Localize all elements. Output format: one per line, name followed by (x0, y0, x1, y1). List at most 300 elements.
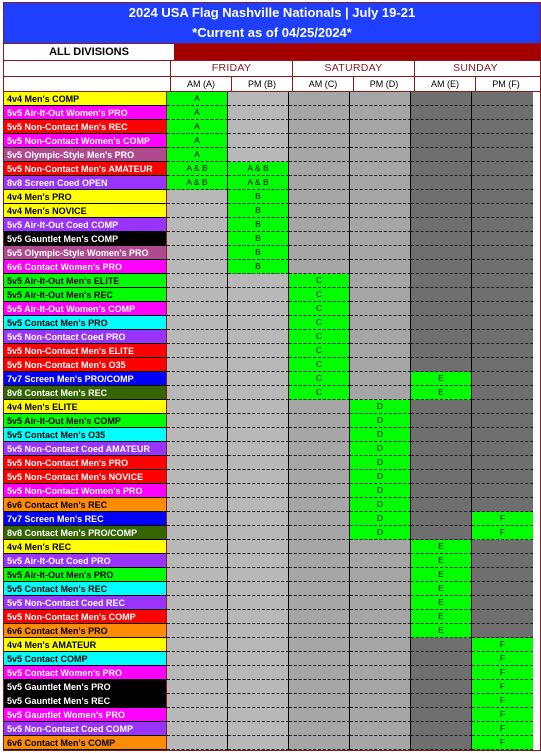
table-row (4, 456, 540, 470)
slot-cell (289, 176, 350, 190)
slot-cell (472, 386, 533, 400)
schedule-table (3, 2, 541, 751)
slot-cell (472, 316, 533, 330)
slot-cell: D (350, 428, 411, 442)
slot-cell (289, 512, 350, 526)
slot-cell (411, 176, 472, 190)
slot-cell (289, 540, 350, 554)
slot-cell (350, 316, 411, 330)
slot-cell (411, 204, 472, 218)
slot-cell (472, 498, 533, 512)
table-row (4, 708, 540, 722)
slot-cell (167, 638, 228, 652)
slot-cell (167, 428, 228, 442)
slot-cell (350, 92, 411, 106)
slot-cell (411, 456, 472, 470)
slot-cell (167, 498, 228, 512)
slot-cell (411, 498, 472, 512)
division-label: 5v5 Gauntlet Men's PRO (4, 680, 167, 694)
slot-cell (167, 708, 228, 722)
slot-cell (167, 456, 228, 470)
slot-cell (411, 428, 472, 442)
slot-cell (472, 428, 533, 442)
slot-cell (350, 330, 411, 344)
slot-cell (350, 134, 411, 148)
slot-sat-am: AM (C) (293, 77, 354, 91)
day-friday: FRIDAY (171, 61, 293, 76)
slot-sun-am: AM (E) (415, 77, 476, 91)
division-label: 5v5 Non-Contact Men's PRO (4, 456, 167, 470)
slot-cell (472, 148, 533, 162)
division-label: 5v5 Non-Contact Women's COMP (4, 134, 167, 148)
slot-cell (167, 414, 228, 428)
slot-cell (228, 316, 289, 330)
slot-cell (289, 610, 350, 624)
table-row (4, 484, 540, 498)
slot-cell (411, 162, 472, 176)
slot-cell (350, 540, 411, 554)
slot-cell: B (228, 218, 289, 232)
slot-cell (289, 484, 350, 498)
slot-cell (472, 554, 533, 568)
slot-cell (228, 274, 289, 288)
division-label: 5v5 Air-It-Out Coed COMP (4, 218, 167, 232)
slot-cell (472, 372, 533, 386)
slot-cell (411, 680, 472, 694)
table-row (4, 358, 540, 372)
slot-cell: D (350, 484, 411, 498)
slot-sun-pm: PM (F) (492, 79, 520, 89)
slot-cell (167, 624, 228, 638)
slot-cell (350, 554, 411, 568)
slot-cell: B (228, 232, 289, 246)
slot-cell (167, 568, 228, 582)
table-row (4, 568, 540, 582)
slot-cell (350, 386, 411, 400)
slot-cell (289, 554, 350, 568)
division-label: 6v6 Contact Women's PRO (4, 260, 167, 274)
slot-cell (167, 680, 228, 694)
slot-cell: E (411, 568, 472, 582)
division-label: 5v5 Non-Contact Men's NOVICE (4, 470, 167, 484)
slot-cell (289, 120, 350, 134)
slot-cell: D (350, 526, 411, 540)
slot-cell: A (167, 92, 228, 106)
table-row (4, 344, 540, 358)
slot-cell (472, 582, 533, 596)
slot-cell (350, 204, 411, 218)
slot-cell (350, 162, 411, 176)
slot-cell: F (472, 694, 533, 708)
slot-cell (350, 680, 411, 694)
slot-cell (167, 372, 228, 386)
division-label: 8v8 Screen Coed OPEN (4, 176, 167, 190)
slot-cell (350, 582, 411, 596)
slot-cell (472, 330, 533, 344)
slot-cell (411, 442, 472, 456)
slot-cell: C (289, 358, 350, 372)
slot-cell (167, 386, 228, 400)
slot-cell: C (289, 302, 350, 316)
slot-cell (472, 344, 533, 358)
slot-cell (472, 442, 533, 456)
slot-cell (289, 736, 350, 750)
slot-cell (350, 638, 411, 652)
table-row (4, 414, 540, 428)
slot-cell: F (472, 708, 533, 722)
slot-cell: C (289, 386, 350, 400)
slot-cell (411, 736, 472, 750)
slot-cell (472, 302, 533, 316)
slot-cell: C (289, 288, 350, 302)
table-row (4, 638, 540, 652)
all-divisions-label: ALL DIVISIONS (4, 44, 174, 60)
slot-cell (411, 722, 472, 736)
table-row (4, 204, 540, 218)
slot-cell: F (472, 652, 533, 666)
slot-cell: E (411, 624, 472, 638)
slot-cell (350, 372, 411, 386)
table-row (4, 190, 540, 204)
slot-cell: C (289, 372, 350, 386)
table-row (4, 498, 540, 512)
slot-cell (289, 722, 350, 736)
slot-cell: D (350, 442, 411, 456)
slot-cell (228, 442, 289, 456)
table-row (4, 652, 540, 666)
table-row (4, 162, 540, 176)
slot-cell (411, 260, 472, 274)
slot-cell (350, 344, 411, 358)
slot-cell (411, 246, 472, 260)
page-subtitle: *Current as of 04/25/2024* (192, 25, 352, 40)
slot-cell (289, 232, 350, 246)
slot-cell (350, 302, 411, 316)
slot-cell (472, 190, 533, 204)
slot-cell: E (411, 386, 472, 400)
slot-cell (411, 302, 472, 316)
table-row (4, 106, 540, 120)
day-sunday: SUNDAY (453, 62, 498, 74)
slot-cell (289, 190, 350, 204)
slot-cell (350, 232, 411, 246)
slot-cell (228, 652, 289, 666)
slot-cell: F (472, 680, 533, 694)
division-label: 5v5 Gauntlet Men's REC (4, 694, 167, 708)
slot-cell: E (411, 554, 472, 568)
slot-cell (228, 722, 289, 736)
slot-cell (289, 428, 350, 442)
slot-cell: D (350, 470, 411, 484)
division-label: 5v5 Non-Contact Coed REC (4, 596, 167, 610)
slot-sat-pm: PM (D) (354, 77, 415, 91)
slot-cell (350, 736, 411, 750)
slot-cell (167, 288, 228, 302)
slot-cell (289, 694, 350, 708)
slot-cell: D (350, 498, 411, 512)
table-row (4, 680, 540, 694)
slot-cell (472, 176, 533, 190)
slot-cell (411, 288, 472, 302)
slot-cell (289, 400, 350, 414)
slot-cell (472, 400, 533, 414)
division-label: 4v4 Men's AMATEUR (4, 638, 167, 652)
day-saturday: SATURDAY (293, 61, 415, 76)
slot-cell (289, 596, 350, 610)
table-row (4, 148, 540, 162)
slot-cell: A & B (167, 162, 228, 176)
slot-cell (167, 442, 228, 456)
slot-cell (167, 344, 228, 358)
table-row (4, 428, 540, 442)
slot-cell (411, 148, 472, 162)
division-label: 5v5 Non-Contact Coed COMP (4, 722, 167, 736)
division-label: 5v5 Air-It-Out Men's ELITE (4, 274, 167, 288)
table-row (4, 330, 540, 344)
slot-cell (289, 498, 350, 512)
slot-cell (289, 708, 350, 722)
slot-cell (228, 400, 289, 414)
slot-cell: E (411, 540, 472, 554)
slot-cell: B (228, 246, 289, 260)
page-title: 2024 USA Flag Nashville Nationals | July 19-21 (128, 5, 416, 20)
slot-cell (350, 568, 411, 582)
division-label: 4v4 Men's REC (4, 540, 167, 554)
slot-cell: C (289, 330, 350, 344)
division-label: 7v7 Screen Men's REC (4, 512, 167, 526)
slot-cell (411, 106, 472, 120)
slot-cell (228, 302, 289, 316)
slot-cell (289, 470, 350, 484)
slot-cell (350, 148, 411, 162)
slot-cell (167, 666, 228, 680)
slot-cell (411, 484, 472, 498)
slot-cell (350, 694, 411, 708)
slot-cell (167, 540, 228, 554)
slot-cell (411, 666, 472, 680)
slot-cell: B (228, 190, 289, 204)
slot-cell: D (350, 512, 411, 526)
slot-cell (289, 526, 350, 540)
slot-cell (289, 456, 350, 470)
slot-cell: F (472, 638, 533, 652)
slot-cell (472, 596, 533, 610)
slot-cell (167, 652, 228, 666)
table-row (4, 736, 540, 750)
division-label: 5v5 Non-Contact Coed PRO (4, 330, 167, 344)
slot-cell (472, 414, 533, 428)
slot-cell (411, 414, 472, 428)
slot-cell (167, 470, 228, 484)
slot-cell: E (411, 582, 472, 596)
division-label: 5v5 Contact Men's REC (4, 582, 167, 596)
slot-cell (472, 456, 533, 470)
slot-cell (350, 274, 411, 288)
slot-cell (228, 484, 289, 498)
table-row (4, 610, 540, 624)
slot-cell (167, 190, 228, 204)
slot-cell (411, 274, 472, 288)
slot-cell (411, 120, 472, 134)
slot-cell (411, 190, 472, 204)
slot-cell (228, 120, 289, 134)
table-row (4, 218, 540, 232)
slot-cell (472, 610, 533, 624)
slot-cell (228, 106, 289, 120)
slot-cell (228, 372, 289, 386)
divisions-header (4, 44, 540, 61)
division-label: 5v5 Air-It-Out Men's REC (4, 288, 167, 302)
slot-cell (472, 218, 533, 232)
slot-fri-am: AM (A) (171, 77, 232, 91)
division-label: 7v7 Screen Men's PRO/COMP (4, 372, 167, 386)
division-label: 4v4 Men's COMP (4, 92, 167, 106)
slot-cell (472, 134, 533, 148)
division-label: 5v5 Air-It-Out Women's COMP (4, 302, 167, 316)
slot-cell (167, 484, 228, 498)
slot-cell: C (289, 274, 350, 288)
slot-cell (228, 344, 289, 358)
table-row (4, 176, 540, 190)
slot-cell (167, 260, 228, 274)
slot-cell: F (472, 526, 533, 540)
slot-cell: D (350, 400, 411, 414)
division-label: 5v5 Non-Contact Men's COMP (4, 610, 167, 624)
division-label: 6v6 Contact Men's PRO (4, 624, 167, 638)
division-label: 5v5 Non-Contact Men's O35 (4, 358, 167, 372)
slot-cell (472, 484, 533, 498)
slot-cell (411, 652, 472, 666)
table-row (4, 694, 540, 708)
slot-cell (167, 358, 228, 372)
division-label: 5v5 Gauntlet Men's COMP (4, 232, 167, 246)
slot-cell (228, 288, 289, 302)
slot-cell: F (472, 512, 533, 526)
slot-cell (350, 708, 411, 722)
slot-cell (167, 330, 228, 344)
slot-cell: D (350, 414, 411, 428)
slot-cell (228, 386, 289, 400)
table-row (4, 722, 540, 736)
slot-cell (228, 358, 289, 372)
slot-cell (289, 162, 350, 176)
label-column-spacer (4, 77, 171, 91)
slot-cell (350, 358, 411, 372)
slot-cell (289, 414, 350, 428)
slot-cell (411, 638, 472, 652)
slot-cell (472, 260, 533, 274)
title-banner (4, 3, 540, 44)
division-label: 5v5 Olympic-Style Women's PRO (4, 246, 167, 260)
slot-cell (289, 148, 350, 162)
slot-cell (472, 470, 533, 484)
slot-cell (472, 274, 533, 288)
slot-cell (411, 694, 472, 708)
division-label: 4v4 Men's NOVICE (4, 204, 167, 218)
table-row (4, 372, 540, 386)
slot-cell (228, 694, 289, 708)
slot-cell (289, 582, 350, 596)
division-label: 5v5 Non-Contact Coed AMATEUR (4, 442, 167, 456)
table-row (4, 274, 540, 288)
table-row (4, 554, 540, 568)
slot-cell (167, 302, 228, 316)
slot-cell (472, 204, 533, 218)
slot-header-row (4, 77, 540, 92)
table-row (4, 582, 540, 596)
slot-cell (411, 92, 472, 106)
division-label: 5v5 Air-It-Out Men's COMP (4, 414, 167, 428)
slot-cell (167, 232, 228, 246)
slot-cell: A (167, 134, 228, 148)
slot-cell (167, 274, 228, 288)
slot-cell (289, 204, 350, 218)
slot-cell (411, 134, 472, 148)
slot-cell (411, 316, 472, 330)
table-row (4, 540, 540, 554)
slot-cell (411, 512, 472, 526)
slot-cell (289, 134, 350, 148)
slot-cell (472, 540, 533, 554)
table-row (4, 386, 540, 400)
slot-cell (289, 568, 350, 582)
slot-cell (289, 652, 350, 666)
slot-cell: A & B (228, 176, 289, 190)
division-label: 5v5 Non-Contact Men's ELITE (4, 344, 167, 358)
slot-cell (167, 554, 228, 568)
table-row (4, 232, 540, 246)
slot-cell: C (289, 344, 350, 358)
slot-cell (228, 540, 289, 554)
slot-cell (472, 568, 533, 582)
slot-cell (472, 162, 533, 176)
slot-cell (228, 456, 289, 470)
slot-cell (228, 330, 289, 344)
slot-cell (289, 680, 350, 694)
slot-cell: A & B (167, 176, 228, 190)
slot-cell: A (167, 106, 228, 120)
slot-cell (228, 512, 289, 526)
slot-cell (289, 666, 350, 680)
slot-cell (411, 218, 472, 232)
slot-cell (411, 470, 472, 484)
slot-cell (167, 512, 228, 526)
slot-cell (289, 106, 350, 120)
slot-cell: D (350, 456, 411, 470)
slot-cell (167, 596, 228, 610)
slot-cell (472, 288, 533, 302)
division-label: 6v6 Contact Men's REC (4, 498, 167, 512)
day-header-row (4, 61, 540, 77)
slot-cell: A (167, 120, 228, 134)
slot-cell (350, 596, 411, 610)
slot-cell (228, 624, 289, 638)
slot-cell (289, 624, 350, 638)
division-label: 8v8 Contact Men's PRO/COMP (4, 526, 167, 540)
division-label: 5v5 Gauntlet Women's PRO (4, 708, 167, 722)
slot-cell: A (167, 148, 228, 162)
slot-cell (289, 442, 350, 456)
division-label: 5v5 Air-It-Out Women's PRO (4, 106, 167, 120)
slot-cell: A & B (228, 162, 289, 176)
slot-cell (228, 708, 289, 722)
slot-cell (350, 106, 411, 120)
slot-cell (228, 596, 289, 610)
slot-cell (350, 260, 411, 274)
table-row (4, 596, 540, 610)
slot-cell (411, 708, 472, 722)
division-label: 8v8 Contact Men's REC (4, 386, 167, 400)
